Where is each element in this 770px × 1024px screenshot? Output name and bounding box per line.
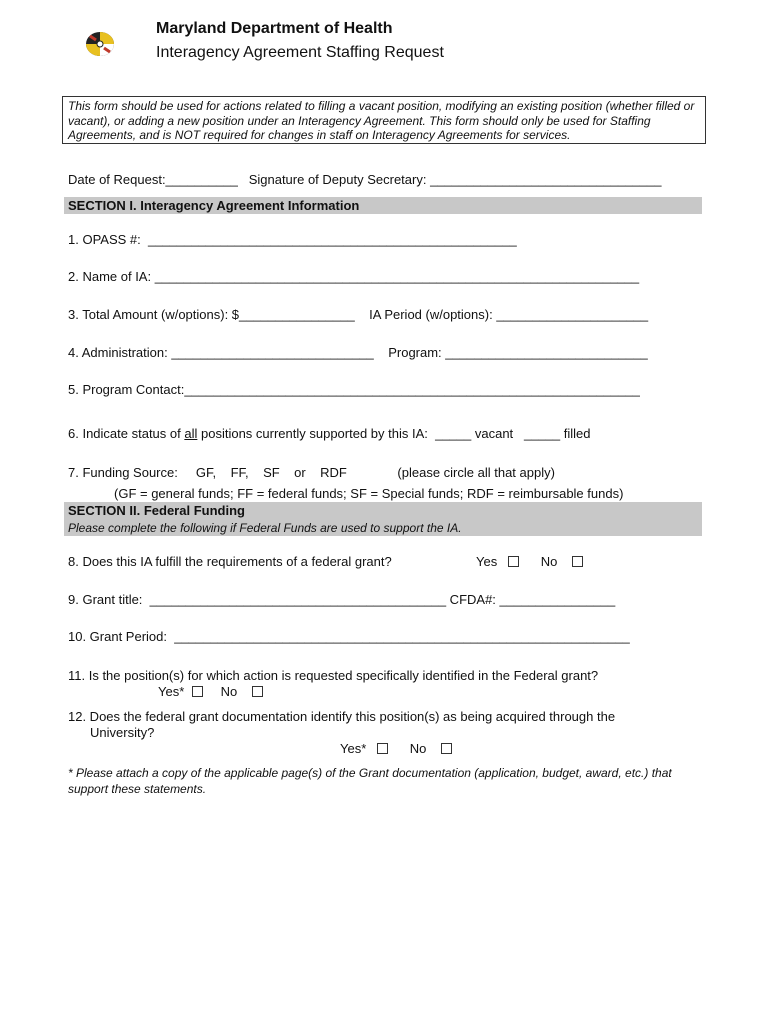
q12-options xyxy=(340,741,452,756)
position-identified-question: 11. Is the position(s) for which action is requested specifically identified in the Federal grant? xyxy=(68,668,599,683)
instructions-box: This form should be used for actions related to filling a vacant position, modifying an existing position (whether filled or vacant), or adding a new position under an Interagency Agreement. This form should only be used for Staffing Agreements, and is NOT required for changes in staff on Interagency Agreements for services. xyxy=(62,96,706,144)
position-status-field[interactable] xyxy=(68,426,591,441)
q6-underlined-word: all xyxy=(184,426,198,441)
q11-yes-checkbox[interactable] xyxy=(192,686,203,697)
funding-source-field[interactable]: 7. Funding Source: GF, FF, SF or RDF (please circle all that apply) xyxy=(68,465,555,480)
administration-program-field[interactable]: 4. Administration: ____________________________ Program: ____________________________ xyxy=(68,345,648,360)
q12-yes-checkbox[interactable] xyxy=(377,743,388,754)
date-signature-line[interactable]: Date of Request:__________ Signature of Deputy Secretary: ________________________________ xyxy=(68,172,662,187)
section2-subtitle: Please complete the following if Federal Funds are used to support the IA. xyxy=(68,521,462,535)
footnote: * Please attach a copy of the applicable page(s) of the Grant documentation (application, budget, award, etc.) that support these statements. xyxy=(68,766,672,796)
q8-yes-label: Yes xyxy=(476,554,498,569)
q8-options xyxy=(476,554,583,569)
q8-no-label: No xyxy=(540,554,558,569)
q8-no-checkbox[interactable] xyxy=(572,556,583,567)
total-amount-period-field[interactable]: 3. Total Amount (w/options): $________________ IA Period (w/options): _____________________ xyxy=(68,307,649,322)
program-contact-field[interactable]: 5. Program Contact:_______________________________________________________________ xyxy=(68,382,640,397)
page-subtitle: Interagency Agreement Staffing Request xyxy=(156,44,444,61)
q11-no-label: No xyxy=(220,684,238,699)
federal-grant-question: 8. Does this IA fulfill the requirements of a federal grant? xyxy=(68,554,392,569)
q11-no-checkbox[interactable] xyxy=(252,686,263,697)
maryland-seal-logo xyxy=(84,30,116,58)
opass-field[interactable]: 1. OPASS #: ___________________________________________________ xyxy=(68,232,517,247)
grant-title-cfda-field[interactable]: 9. Grant title: _________________________________________ CFDA#: ________________ xyxy=(68,592,616,607)
q6-suffix: positions currently supported by this IA: _____ vacant _____ filled xyxy=(197,426,591,441)
ia-name-field[interactable]: 2. Name of IA: ___________________________________________________________________ xyxy=(68,269,640,284)
funding-legend: (GF = general funds; FF = federal funds; SF = Special funds; RDF = reimbursable funds) xyxy=(114,486,624,501)
q12-yes-label: Yes* xyxy=(340,741,367,756)
q11-options xyxy=(158,684,263,699)
q12-no-checkbox[interactable] xyxy=(441,743,452,754)
section2-title: SECTION II. Federal Funding xyxy=(68,503,245,518)
q6-prefix: 6. Indicate status of xyxy=(68,426,185,441)
q12-line2: University? xyxy=(90,725,155,740)
q8-yes-checkbox[interactable] xyxy=(508,556,519,567)
q11-yes-label: Yes* xyxy=(158,684,185,699)
q12-no-label: No xyxy=(409,741,427,756)
section1-title: SECTION I. Interagency Agreement Information xyxy=(68,198,360,213)
q12-line1: 12. Does the federal grant documentation identify this position(s) as being acquired through the xyxy=(68,709,616,724)
page-title: Maryland Department of Health xyxy=(156,20,393,37)
grant-period-field[interactable]: 10. Grant Period: _______________________________________________________________ xyxy=(68,629,630,644)
